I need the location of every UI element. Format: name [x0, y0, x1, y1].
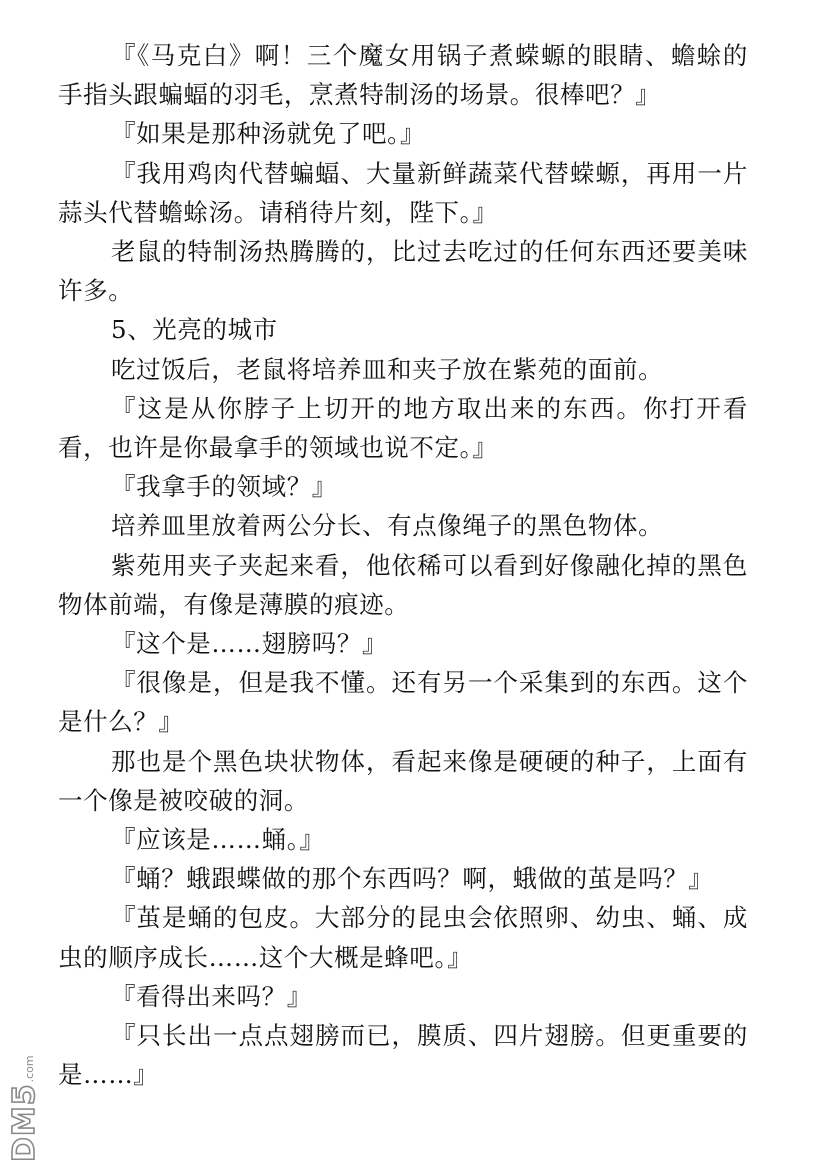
- watermark-suffix: .com: [23, 1055, 36, 1083]
- paragraph: 『这是从你脖子上切开的地方取出来的东西。你打开看看，也许是你最拿手的领域也说不定。』: [58, 393, 748, 463]
- paragraph: 吃过饭后，老鼠将培养皿和夹子放在紫苑的面前。: [111, 354, 664, 384]
- paragraph: 『只长出一点点翅膀而已，膜质、四片翅膀。但更重要的是……』: [58, 1021, 748, 1090]
- watermark: [6, 1052, 42, 1162]
- section-heading: 5、光亮的城市: [111, 315, 278, 345]
- paragraph: 『这个是……翅膀吗？』: [111, 629, 388, 659]
- body-text: [58, 36, 748, 1094]
- watermark-logo: DM5: [7, 1083, 42, 1162]
- paragraph: 『我用鸡肉代替蝙蝠、大量新鲜蔬菜代替蝾螈，再用一片蒜头代替蟾蜍汤。请稍待片刻，陛下。』: [58, 158, 748, 227]
- paragraph: 『《马克白》啊！三个魔女用锅子煮蝾螈的眼睛、蟾蜍的手指头跟蝙蝠的羽毛，烹煮特制汤的场景。很棒吧？』: [58, 41, 748, 110]
- paragraph: 那也是个黑色块状物体，看起来像是硬硬的种子，上面有一个像是被咬破的洞。: [58, 746, 748, 815]
- paragraph: 『很像是，但是我不懂。还有另一个采集到的东西。这个是什么？』: [58, 668, 748, 737]
- paragraph: 『茧是蛹的包皮。大部分的昆虫会依照卵、幼虫、蛹、成虫的顺序成长……这个大概是蜂吧。』: [58, 903, 748, 972]
- paragraph: 『如果是那种汤就免了吧。』: [111, 119, 426, 149]
- paragraph: 老鼠的特制汤热腾腾的，比过去吃过的任何东西还要美味许多。: [58, 237, 748, 306]
- paragraph: 『应该是……蛹。』: [111, 825, 325, 855]
- paragraph: 『我拿手的领域？』: [111, 472, 337, 502]
- paragraph: 『蛹？蛾跟蝶做的那个东西吗？啊，蛾做的茧是吗？』: [111, 864, 714, 894]
- paragraph: 紫苑用夹子夹起来看，他依稀可以看到好像融化掉的黑色物体前端，有像是薄膜的痕迹。: [58, 550, 748, 619]
- paragraph: 『看得出来吗？』: [111, 981, 312, 1011]
- paragraph: 培养皿里放着两公分长、有点像绳子的黑色物体。: [111, 511, 664, 541]
